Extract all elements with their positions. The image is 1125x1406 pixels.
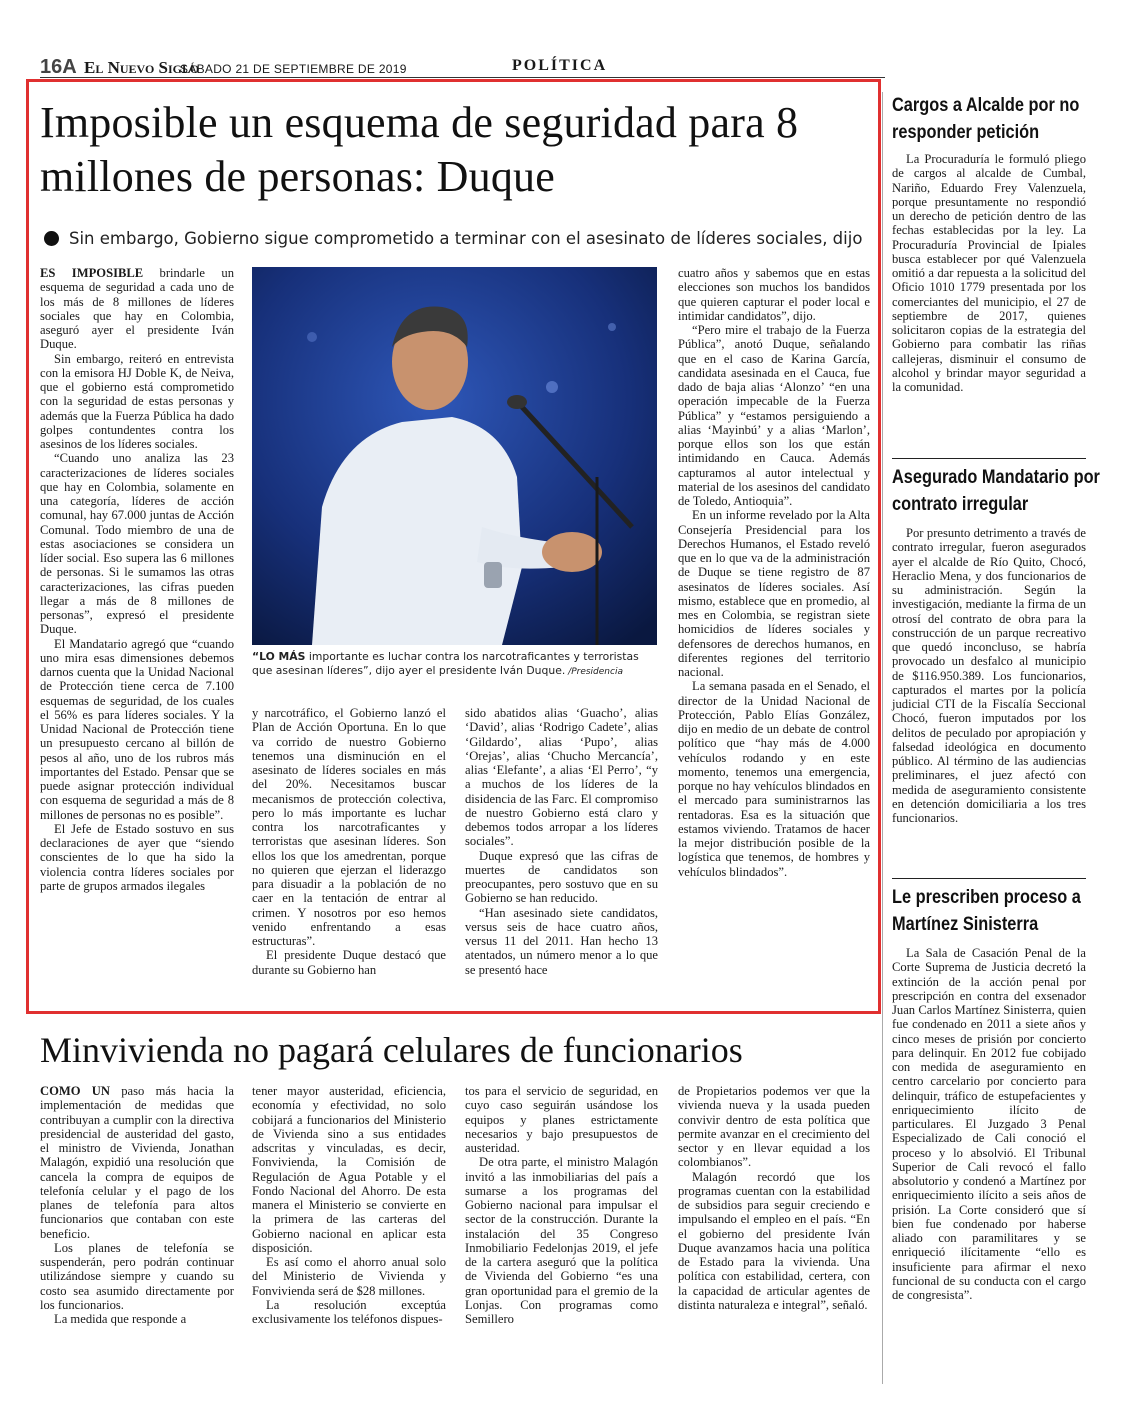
second-headline: Minvivienda no pagará celulares de funcionarios xyxy=(40,1030,743,1070)
paragraph: Malagón recordó que los programas cuentan con la estabilidad de subsidios para seguir creciendo e impulsando el empleo en el país. “En el gobierno del presidente Iván Duque avanzamos hacia una política de Estado para la vivienda. Una política con estabilidad, certera, con la capacidad de articular agentes de distinta naturaleza e integral”, señaló. xyxy=(678,1169,870,1312)
main-col-1 xyxy=(40,266,234,893)
paragraph: tener mayor austeridad, eficiencia, economía y efectividad, no solo cobijará a funcionarios del Ministerio de Vivienda sino a sus entidades adscritas y vinculadas, es decir, Fonvivienda, la Comisión de Regulación de Agua Potable y el Fondo Nacional del Ahorro. De esta manera el Ministerio se convierte en la primera de las carteras del Gobierno nacional en aplicar esta disposición. xyxy=(252,1084,446,1255)
caption-lead: “LO MÁS xyxy=(252,650,306,663)
caption-credit: /Presidencia xyxy=(565,666,623,677)
section-name: POLÍTICA xyxy=(512,57,608,74)
paragraph: Duque expresó que las cifras de muertes de candidatos son preocupantes, pero sostuvo que en su Gobierno se han reducido. xyxy=(465,848,658,906)
paragraph: “Pero mire el trabajo de la Fuerza Pública”, anotó Duque, señalando que en el caso de Karina García, candidata asesinada en el Cauca, fue dado de baja alias ‘Alonzo’ “en una operación impecable de la Fuerza Pública” y “estamos persiguiendo a alias ‘Mayinbú’ y a alias ‘Marlon’, porque ellos son los que están intimidando en Cauca. Además capturamos al autor intelectual y material de los asesinos del candidato de Toledo, Antioquia”. xyxy=(678,323,870,508)
paragraph: En un informe revelado por la Alta Consejería Presidencial para los Derechos Humanos, el Estado reveló que en lo que va de la administración de Duque se tiene registro de 87 asesinatos de líderes sociales. Así mismo, establece que en promedio, al mes en Colombia, se registran siete homicidios de líderes sociales y defensores de derechos humanos, en diferentes regiones del territorio nacional. xyxy=(678,508,870,679)
paragraph: El presidente Duque destacó que durante su Gobierno han xyxy=(252,948,446,977)
paragraph: cuatro años y sabemos que en estas elecciones son muchos los bandidos que quieren capturar el poder local e intimidar candidatos”, dijo. xyxy=(678,266,870,323)
paragraph: Los planes de telefonía se suspenderán, pero podrán continuar utilizándose siempre y cuando su costo sea asumido directamente por los funcionarios. xyxy=(40,1240,234,1312)
masthead-rule xyxy=(40,77,885,78)
main-subhead xyxy=(44,229,874,249)
paragraph: tos para el servicio de seguridad, en cuyo caso seguirán usándose los equipos y planes estrictamente necesarios y bajo presupuestos de austeridad. xyxy=(465,1084,658,1155)
paragraph: Es así como el ahorro anual solo del Ministerio de Vivienda y Fonvivienda será de $28 millones. xyxy=(252,1255,446,1298)
paragraph: sido abatidos alias ‘Guacho’, alias ‘David’, alias ‘Rodrigo Cadete’, alias ‘Gildardo’, alias ‘Pupo’, alias ‘Orejas’, alias ‘Chucho Mercancía’, alias ‘Elefante’, a alias ‘El Perro’, “y a muchos de los líderes de la disidencia de las Farc. El compromiso de nuestro Gobierno está claro y debemos todos arropar a los líderes sociales”. xyxy=(465,706,658,849)
sidebar-text-1 xyxy=(892,152,1086,394)
sidebar-text-2 xyxy=(892,526,1086,825)
caption-text: importante es luchar contra los narcotraficantes y terroristas que asesinan líderes”, dijo ayer el presidente Iván Duque. xyxy=(252,650,639,677)
bullet-icon xyxy=(44,231,59,246)
lead-in: COMO UN xyxy=(40,1084,111,1098)
main-col-2 xyxy=(252,706,446,977)
paragraph: De otra parte, el ministro Malagón invitó a las inmobiliarias del país a sumarse a los programas del Gobierno nacional para impulsar el sector de la construcción. Durante la instalación del 35 Congreso Inmobiliario Fedelonjas 2019, el jefe de la cartera aseguró que la política de Vivienda del Gobierno “es una gran oportunidad para el gremio de la Lonjas. Con programas como Semillero xyxy=(465,1155,658,1326)
sidebar-text-3 xyxy=(892,946,1086,1302)
sidebar-rule xyxy=(892,878,1086,879)
paragraph-text: brindarle un esquema de seguridad a cada uno de los más de 8 millones de líderes sociales que hay en Colombia, aseguró ayer el presidente Iván Duque. xyxy=(40,266,234,352)
paragraph-text: paso más hacia la implementación de medidas que contribuyan a cumplir con la directiva presidencial de austeridad del gasto, el ministro de Vivienda, Jonathan Malagón, expidió una resolución que cancela la compra de equipos de telefonía celular y el pago de los planes de telefonía para altos funcionarios que contaban con este beneficio. xyxy=(40,1084,234,1241)
paragraph xyxy=(40,266,234,352)
paragraph: La semana pasada en el Senado, el director de la Unidad Nacional de Protección, Pablo Elías González, dijo en medio de un debate de control político que “hay más de 4.000 vehículos rodando y en este momento, tenemos una emergencia, porque no hay vehículos blindados en el mercado para suministrarnos las rentadoras. Esa es la situación que estamos viviendo. Tratamos de hacer la mejor distribución posible de la logística que tenemos, de hombres y vehículos blindados”. xyxy=(678,679,870,879)
paragraph: La Sala de Casación Penal de la Corte Suprema de Justicia decretó la extinción de la acción penal por prescripción en contra del exsenador Juan Carlos Martínez Sinisterra, quien fue condenado en 2011 a siete años y cinco meses de prisión por concierto para delinquir. En 2012 fue cobijado con medida de aseguramiento en centro carcelario por concierto para delinquir, tráfico de estupefacientes y enriquecimiento ilícito de particulares. El Juzgado 3 Penal Especializado de Cali conoció el proceso y lo absolvió. El Tribunal Superior de Cali revocó el fallo absolutorio y condenó a Martínez por enriquecimiento ilícito a seis años de prisión. La Corte consideró que sí bien fue condenado por haberse aliado con paramilitares y se enriqueció ilícitamente “ello es insuficiente para afirmar el nexo funcional de su conducta con el cargo de congresista”. xyxy=(892,946,1086,1302)
second-col-3 xyxy=(465,1084,658,1326)
sidebar-divider xyxy=(882,92,883,1384)
newspaper-name: El Nuevo Siglo xyxy=(84,58,200,77)
paragraph: “Cuando uno analiza las 23 caracterizaciones de líderes sociales que hay en Colombia, solamente en una categoría, líderes de acción comunal, hay 67.000 juntas de Acción Comunal. Todo miembro de una de estas asociaciones se considera un líder social. Eso supera las 6 millones de personas. Si le sumamos las otras caracterizaciones, las cifras pueden llegar a más de 8 millones de personas”, expresó el presidente Duque. xyxy=(40,451,234,637)
sidebar-rule xyxy=(892,458,1086,459)
paragraph: La resolución exceptúa exclusivamente los teléfonos dispues- xyxy=(252,1297,446,1326)
paragraph: Sin embargo, reiteró en entrevista con la emisora HJ Doble K, de Neiva, que el gobierno está comprometido con la seguridad de estas personas y además que la Fuerza Pública ha dado golpes contundentes contra los asesinos de los líderes sociales. xyxy=(40,351,234,451)
subhead-text: Sin embargo, Gobierno sigue comprometido a terminar con el asesinato de líderes sociales, dijo xyxy=(69,229,863,248)
main-headline: Imposible un esquema de seguridad para 8 millones de personas: Duque xyxy=(40,98,799,201)
sidebar-headline-1: Cargos a Alcalde por no responder petición xyxy=(892,95,1080,143)
paragraph: “Han asesinado siete candidatos, versus seis de hace cuatro años, versus 11 del 2011. Han hecho 13 atentados, un número menor a lo que se presentó hace xyxy=(465,905,658,977)
paragraph: Por presunto detrimento a través de contrato irregular, fueron asegurados ayer el alcalde de Río Quito, Chocó, Heraclio Mena, y dos funcionarios de su administración. Según la investigación, mediante la firma de un otrosí del contrato de obra para la construcción de un parque recreativo que quedó inconcluso, se habría provocado un desfalco al municipio de $116.950.389. Los funcionarios, capturados el martes por la policía judicial CTI de la Fiscalía Seccional Chocó, fueron imputados por los delitos de peculado por apropiación y falsedad ideológica en documento público. Al término de las audiencias preliminares, el juez afectó con medida de aseguramiento consistente en detención domiciliaria a los tres funcionarios. xyxy=(892,526,1086,825)
paragraph xyxy=(40,1084,234,1241)
paragraph: de Propietarios podemos ver que la vivienda nueva y la usada pueden convivir dentro de esta política que permite avanzar en el crecimiento del sector y en llevar equidad a los colombianos”. xyxy=(678,1084,870,1170)
main-col-3 xyxy=(465,706,658,977)
page-number: 16A xyxy=(40,56,77,78)
sidebar-headline-2: Asegurado Mandatario por contrato irregular xyxy=(892,467,1100,515)
lead-in: ES IMPOSIBLE xyxy=(40,266,144,280)
second-col-1 xyxy=(40,1084,234,1326)
photo-illustration xyxy=(252,267,657,645)
second-col-4 xyxy=(678,1084,870,1312)
main-col-4 xyxy=(678,266,870,879)
issue-date: SÁBADO 21 DE SEPTIEMBRE DE 2019 xyxy=(180,62,407,76)
sidebar-headline-3: Le prescriben proceso a Martínez Sinisterra xyxy=(892,887,1081,935)
photo-caption xyxy=(252,650,657,679)
photo-president xyxy=(252,267,657,645)
paragraph: El Jefe de Estado sostuvo en sus declaraciones de ayer que “siendo conscientes de lo que ha sido la violencia contra líderes sociales por parte de grupos armados ilegales xyxy=(40,821,234,893)
paragraph: La medida que responde a xyxy=(54,1312,187,1326)
second-col-2 xyxy=(252,1084,446,1326)
paragraph: y narcotráfico, el Gobierno lanzó el Plan de Acción Oportuna. En lo que va corrido de nuestro Gobierno tenemos una disminución en el asesinato de líderes sociales en más del 20%. Necesitamos buscar mecanismos de protección colectiva, pero lo más importante es luchar contra los narcotraficantes y terroristas que asesinan líderes. Son ellos los que los amedrentan, porque no quieren que ejerzan el liderazgo para disuadir a la población de no caer en la tentación de entrar al crimen. Y nosotros por eso hemos venido enfrentando a esas estructuras”. xyxy=(252,706,446,948)
paragraph: El Mandatario agregó que “cuando uno mira esas dimensiones debemos darnos cuenta que la Unidad Nacional de Protección tiene cerca de 7.100 esquemas de seguridad, de los cuales el 56% es para líderes sociales. Y la Unidad Nacional de Protección tiene un presupuesto cercano al billón de pesos al año, uno de los rubros más importantes del Estado. Pensar que se puede asignar protección individual con esquema de seguridad a más de 8 millones de personas no es posible”. xyxy=(40,636,234,822)
paragraph: La Procuraduría le formuló pliego de cargos al alcalde de Cumbal, Nariño, Eduardo Frey Valenzuela, porque presuntamente no respondió un derecho de petición dentro de las fechas establecidas por la ley. La Procuraduría Provincial de Ipiales busca establecer por qué Valenzuela omitió a dar repuesta a la solicitud del Oficio 1010 1779 presentada por los comerciantes del municipio, el 27 de septiembre de 2017, quienes solicitaron copias de la estrategia del Gobierno para combatir las riñas callejeras, disminuir el consumo de alcohol y brindar mayor seguridad a la comunidad. xyxy=(892,152,1086,394)
